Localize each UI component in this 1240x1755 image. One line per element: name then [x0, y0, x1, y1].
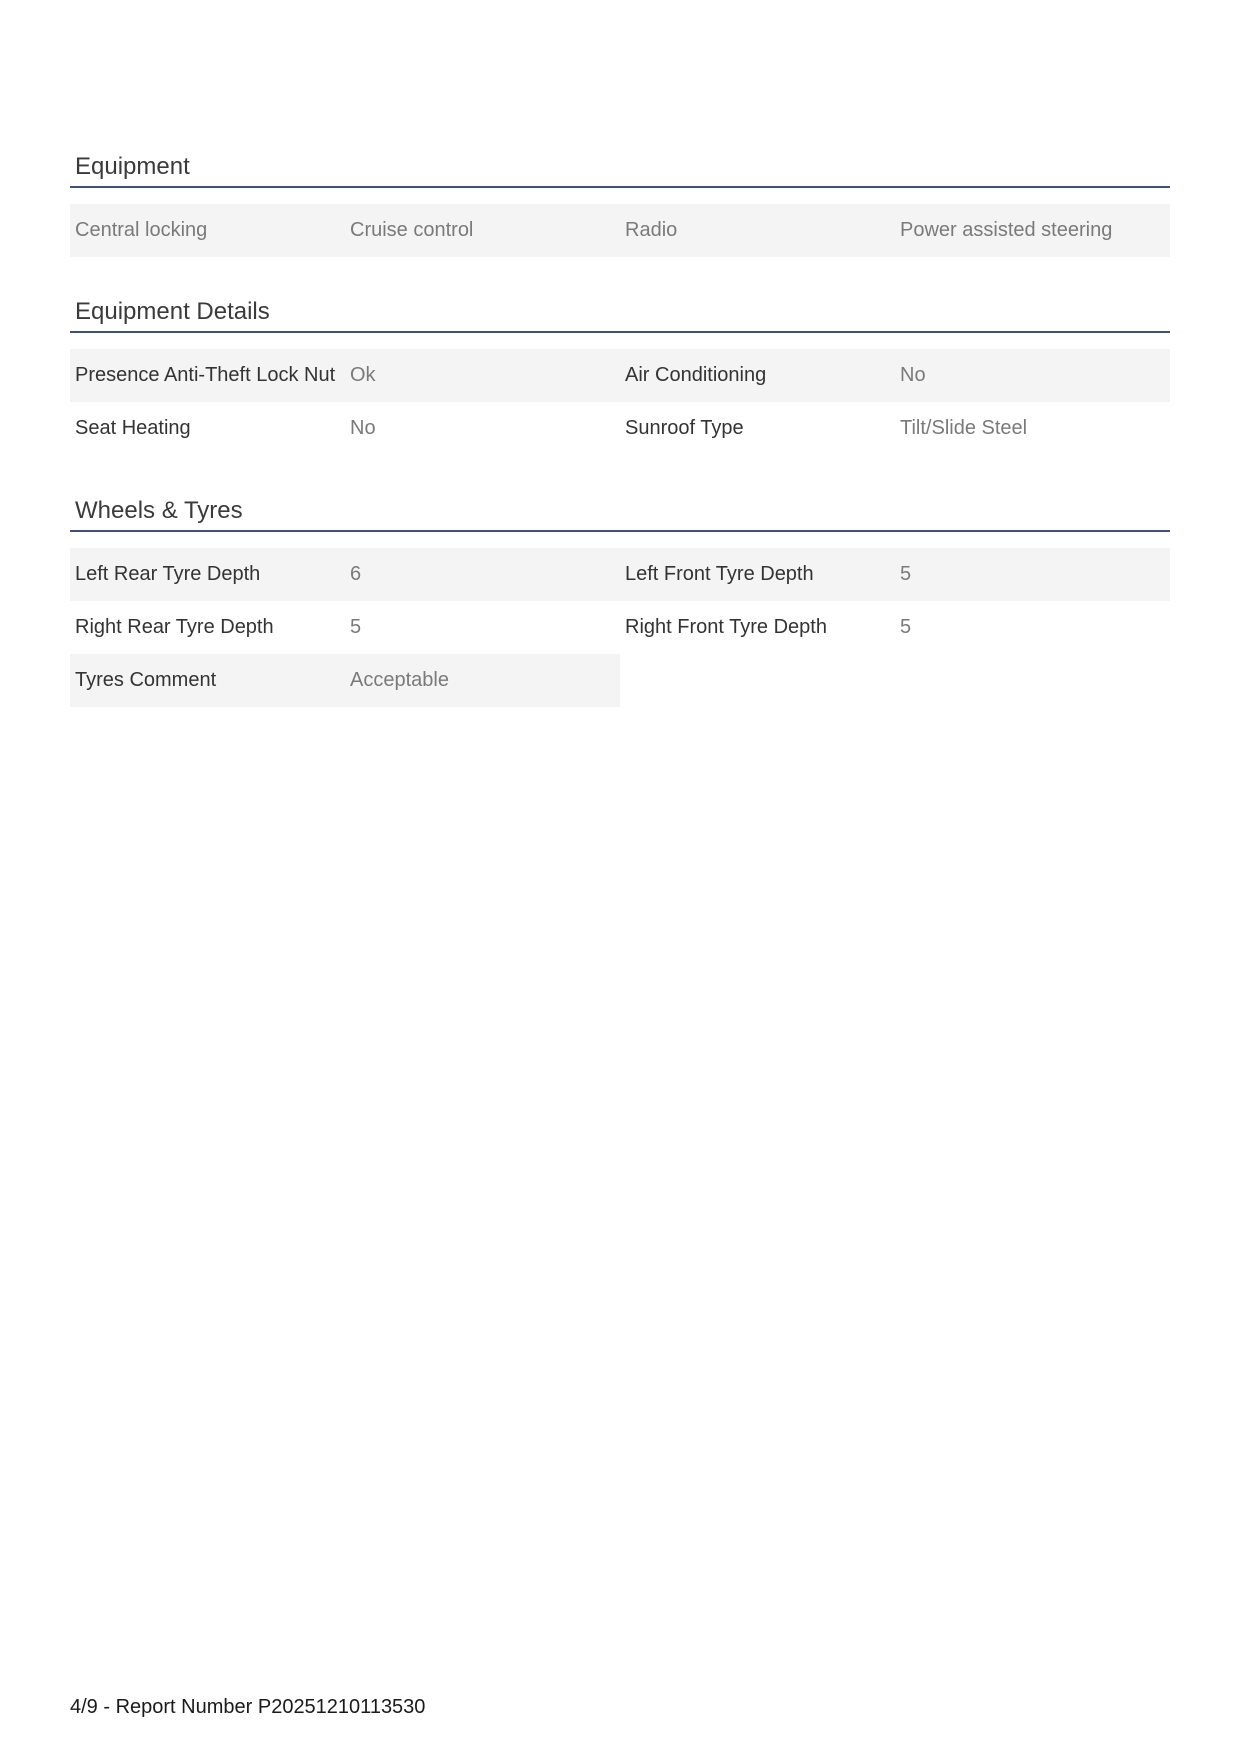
field-value: 6 [345, 548, 620, 601]
field-label: Left Rear Tyre Depth [70, 548, 345, 601]
equipment-row [70, 204, 1170, 257]
table-row [70, 349, 1170, 402]
equipment-details-section [70, 297, 1170, 455]
field-value: 5 [900, 616, 912, 638]
page-footer: 4/9 - Report Number P20251210113530 [70, 1696, 426, 1718]
field-value: No [895, 349, 1170, 402]
field-label: Air Conditioning [620, 349, 895, 402]
equipment-item: Power assisted steering [895, 204, 1170, 257]
field-value: Tilt/Slide Steel [900, 417, 1028, 439]
field-label: Right Rear Tyre Depth [75, 616, 274, 638]
equipment-item: Cruise control [345, 204, 620, 257]
field-value: Ok [345, 349, 620, 402]
field-label: Seat Heating [75, 417, 191, 439]
field-label: Left Front Tyre Depth [620, 548, 895, 601]
field-label: Presence Anti-Theft Lock Nut [70, 349, 345, 402]
table-row [70, 601, 1170, 654]
field-value: Acceptable [345, 654, 620, 707]
section-title-equipment: Equipment [70, 152, 1170, 188]
wheels-tyres-grid [70, 548, 1170, 707]
table-row [70, 548, 1170, 601]
field-label: Right Front Tyre Depth [625, 616, 827, 638]
equipment-grid [70, 204, 1170, 257]
empty-cell [620, 654, 895, 707]
equipment-item: Central locking [70, 204, 345, 257]
equipment-section [70, 152, 1170, 257]
table-row [70, 402, 1170, 455]
equipment-details-grid [70, 349, 1170, 455]
field-value: 5 [350, 616, 362, 638]
table-row [70, 654, 1170, 707]
equipment-item: Radio [620, 204, 895, 257]
field-label: Tyres Comment [70, 654, 345, 707]
empty-cell [895, 654, 1170, 707]
field-value: 5 [895, 548, 1170, 601]
section-title-equipment-details: Equipment Details [70, 297, 1170, 333]
section-title-wheels-tyres: Wheels & Tyres [70, 496, 1170, 532]
wheels-tyres-section [70, 496, 1170, 707]
field-label: Sunroof Type [625, 417, 744, 439]
field-value: No [350, 417, 376, 439]
